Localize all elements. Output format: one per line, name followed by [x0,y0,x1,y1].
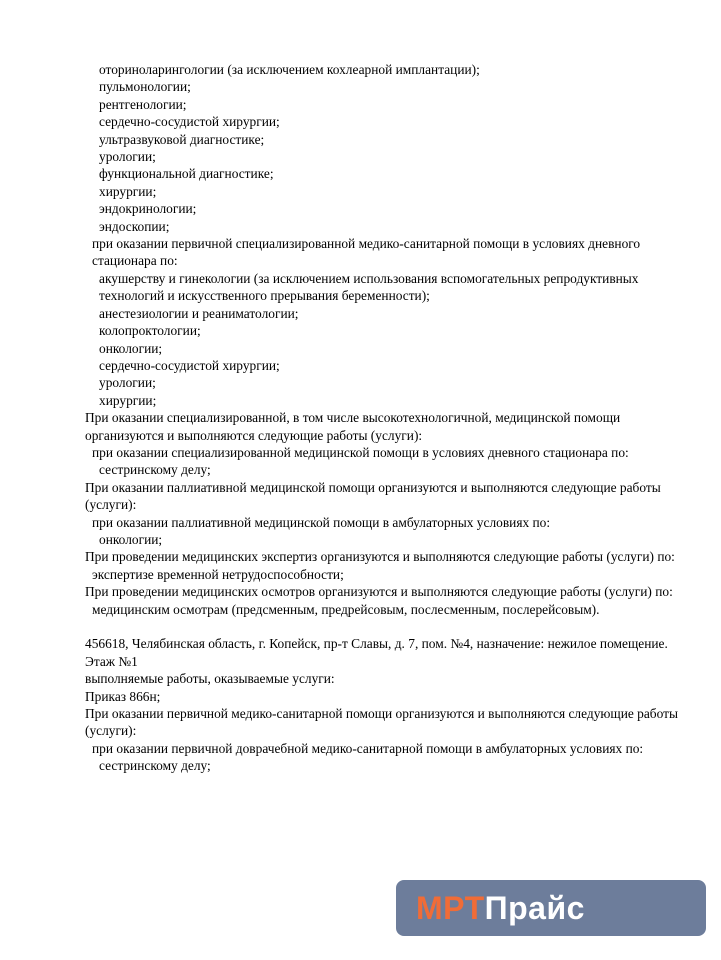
list-item: эндокринологии; [99,201,197,217]
section-heading: При проведении медицинских осмотров организуются и выполняются следующие работы (услуги) по: [85,584,673,600]
list-item: хирургии; [99,183,157,199]
list-item: медицинским осмотрам (предсменным, предрейсовым, послесменным, послерейсовым). [92,601,600,617]
list-item: функциональной диагностике; [99,166,274,182]
spacer [85,618,685,635]
list-item: эндоскопии; [99,218,170,234]
list-item: онкологии; [99,531,163,547]
list-item: ультразвуковой диагностике; [99,131,265,147]
section-heading: При оказании специализированной, в том числе высокотехнологичной, медицинской помощи организуются и выполняются следующие работы (услуги): [85,410,621,443]
list-item: анестезиологии и реаниматологии; [99,305,299,321]
list-item: сердечно-сосудистой хирургии; [99,114,280,130]
list-item: сестринскому делу; [99,758,211,774]
list-item: сестринскому делу; [99,462,211,478]
subsection-heading: при оказании специализированной медицинской помощи в условиях дневного стационара по: [92,444,629,460]
list-item: колопроктологии; [99,323,201,339]
list-item: урологии; [99,149,156,165]
services-label: выполняемые работы, оказываемые услуги: [85,671,335,687]
section-heading: При оказании первичной медико-санитарной помощи организуются и выполняются следующие работы (услуги): [85,706,678,739]
list-item: экспертизе временной нетрудоспособности; [92,566,344,582]
list-item: урологии; [99,375,156,391]
list-item: сердечно-сосудистой хирургии; [99,357,280,373]
subsection-heading: при оказании паллиативной медицинской помощи в амбулаторных условиях по: [92,514,551,530]
subsection-heading: при оказании первичной специализированной медико-санитарной помощи в условиях дневного стационара по: [92,236,641,269]
logo-text-price: Прайс [484,889,585,926]
list-item: пульмонологии; [99,79,191,95]
list-item: хирургии; [99,392,157,408]
logo-text-mrt: МРТ [416,889,485,926]
order-reference: Приказ 866н; [85,688,161,704]
section-heading: При проведении медицинских экспертиз организуются и выполняются следующие работы (услуги) по: [85,549,675,565]
list-item: рентгенологии; [99,96,187,112]
list-item: онкологии; [99,340,163,356]
address: 456618, Челябинская область, г. Копейск, пр-т Славы, д. 7, пом. №4, назначение: нежилое помещение. Этаж №1 [85,636,668,669]
list-item: оториноларингологии (за исключением кохлеарной имплантации); [99,62,480,77]
section-heading: При оказании паллиативной медицинской помощи организуются и выполняются следующие работы (услуги): [85,479,661,513]
mrtprice-logo[interactable] [396,880,706,936]
list-item: акушерству и гинекологии (за исключением использования вспомогательных репродуктивных технологий и искусственного прерывания беременности); [99,270,639,304]
document-body [85,61,685,775]
subsection-heading: при оказании первичной доврачебной медико-санитарной помощи в амбулаторных условиях по: [92,740,644,756]
